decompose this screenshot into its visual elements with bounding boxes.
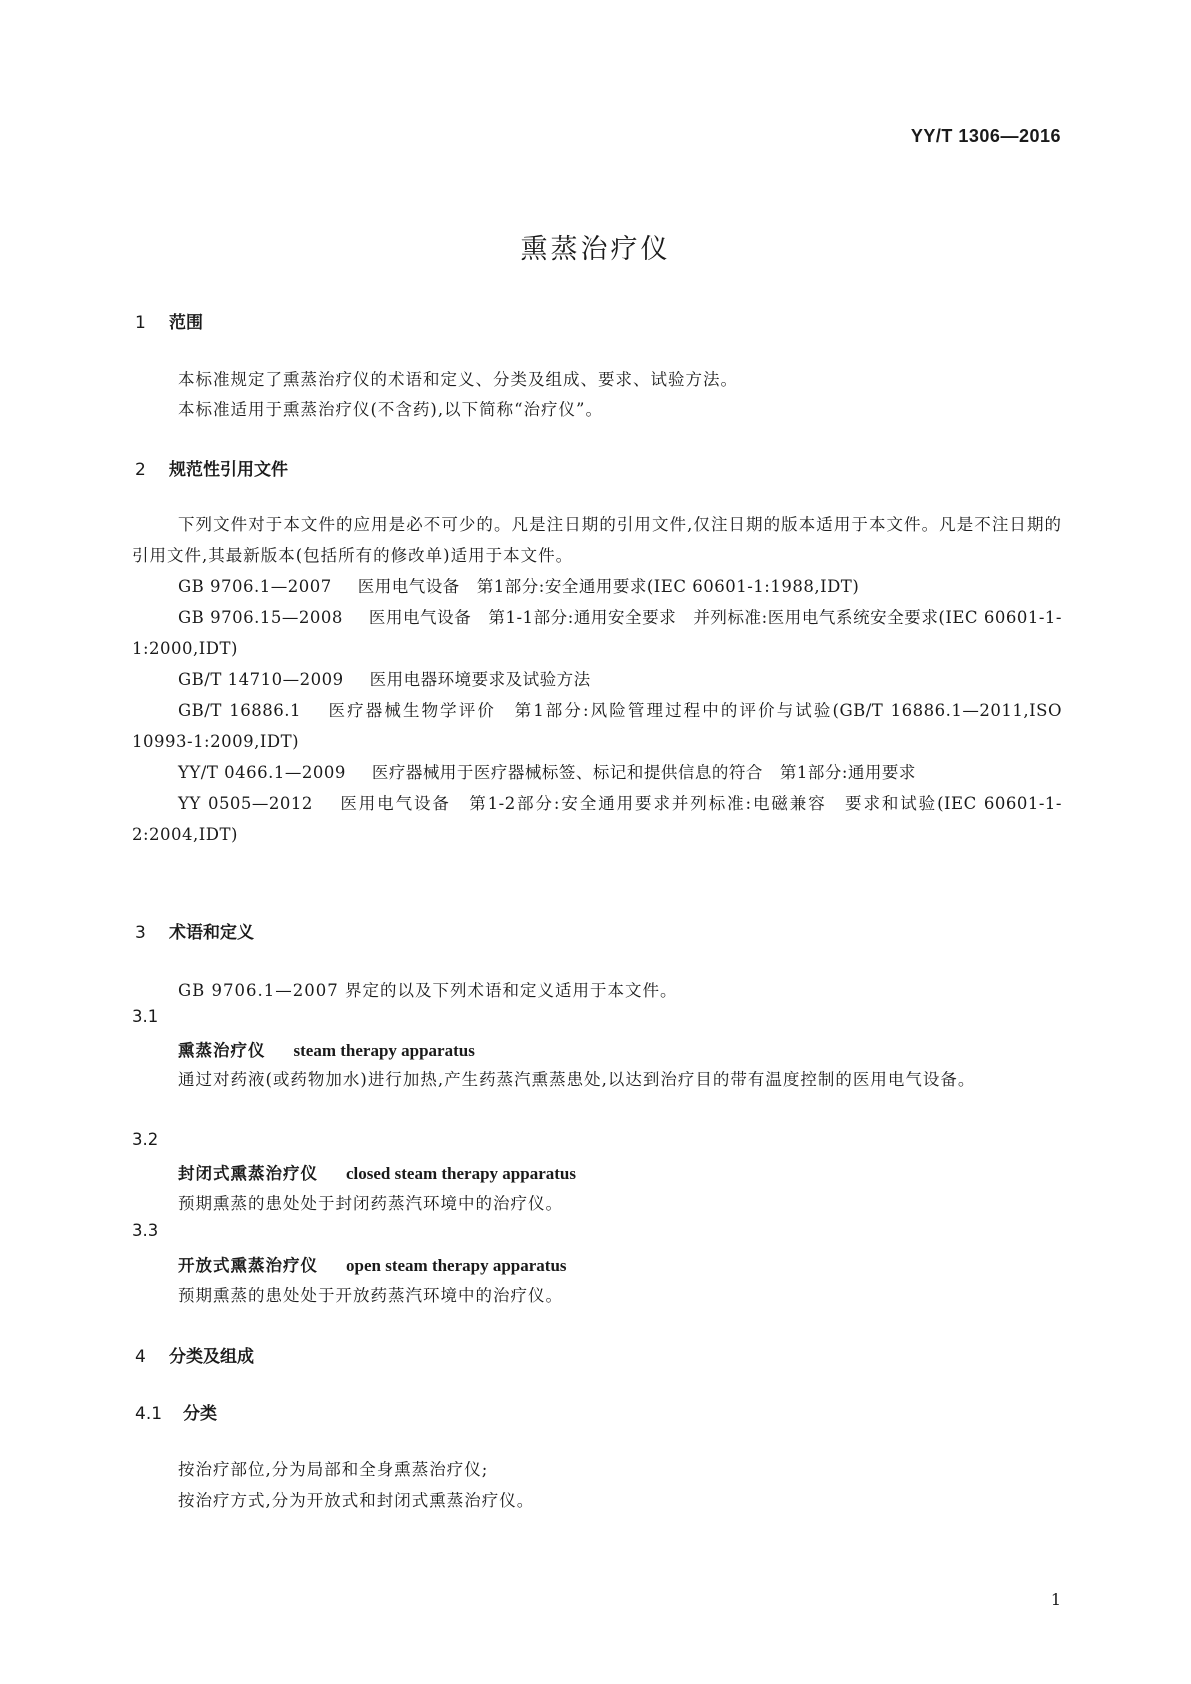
section-number: 3 — [135, 923, 146, 943]
term-en: open steam therapy apparatus — [346, 1256, 567, 1275]
term-zh: 熏蒸治疗仪 — [178, 1041, 266, 1060]
paragraph: 下列文件对于本文件的应用是必不可少的。凡是注日期的引用文件,仅注日期的版本适用于本文件。凡是不注日期的引用文件,其最新版本(包括所有的修改单)适用于本文件。 — [132, 515, 1062, 565]
subsection-number: 4.1 — [135, 1404, 163, 1424]
reference-text: 医疗器械用于医疗器械标签、标记和提供信息的符合 第1部分:通用要求 — [371, 763, 916, 782]
term-heading — [178, 1252, 567, 1276]
section-4-heading — [135, 1342, 254, 1367]
reference-item — [132, 664, 1062, 695]
reference-text: 医用电气设备 第1-1部分:通用安全要求 并列标准:医用电气系统安全要求(IEC 60601-1-1:2000,IDT) — [132, 608, 1062, 658]
paragraph: 按治疗方式,分为开放式和封闭式熏蒸治疗仪。 — [178, 1491, 535, 1510]
reference-text: 医用电器环境要求及试验方法 — [369, 670, 591, 689]
reference-item — [132, 571, 1062, 602]
reference-code: GB 9706.15—2008 — [178, 608, 343, 627]
term-heading — [178, 1160, 576, 1184]
paragraph: 本标准适用于熏蒸治疗仪(不含药),以下简称“治疗仪”。 — [178, 400, 603, 419]
term-en: steam therapy apparatus — [293, 1041, 475, 1060]
reference-code: GB/T 16886.1 — [178, 701, 301, 720]
page-number: 1 — [1050, 1590, 1061, 1609]
reference-text: 医用电气设备 第1-2部分:安全通用要求并列标准:电磁兼容 要求和试验(IEC 60601-1-2:2004,IDT) — [132, 794, 1063, 844]
section-3-heading — [135, 918, 254, 943]
term-number: 3.1 — [132, 1007, 159, 1026]
section-number: 4 — [135, 1347, 146, 1367]
reference-item — [132, 788, 1062, 850]
subsection-4-1-heading — [135, 1399, 217, 1424]
term-definition: 预期熏蒸的患处处于封闭药蒸汽环境中的治疗仪。 — [178, 1194, 563, 1213]
reference-text: 医用电气设备 第1部分:安全通用要求(IEC 60601-1:1988,IDT) — [357, 577, 860, 596]
reference-code: YY/T 0466.1—2009 — [178, 763, 346, 782]
section-number: 1 — [135, 313, 146, 333]
document-title: 熏蒸治疗仪 — [520, 234, 671, 265]
term-definition: 通过对药液(或药物加水)进行加热,产生药蒸汽熏蒸患处,以达到治疗目的带有温度控制的医用电气设备。 — [178, 1070, 976, 1089]
subsection-title: 分类 — [183, 1404, 217, 1424]
reference-text: 医疗器械生物学评价 第1部分:风险管理过程中的评价与试验(GB/T 16886.1—2011,ISO 10993-1:2009,IDT) — [132, 701, 1062, 751]
term-number: 3.3 — [132, 1221, 159, 1240]
term-zh: 开放式熏蒸治疗仪 — [178, 1256, 318, 1275]
section-1-heading — [135, 308, 203, 333]
reference-item — [132, 602, 1062, 664]
term-en: closed steam therapy apparatus — [346, 1164, 576, 1183]
term-heading — [178, 1037, 475, 1061]
term-number: 3.2 — [132, 1130, 159, 1149]
section-title: 分类及组成 — [169, 1347, 254, 1367]
reference-code: GB/T 14710—2009 — [178, 670, 344, 689]
section-number: 2 — [135, 460, 146, 480]
paragraph: 按治疗部位,分为局部和全身熏蒸治疗仪; — [178, 1460, 489, 1479]
section-2-heading — [135, 455, 288, 480]
section-title: 规范性引用文件 — [169, 460, 288, 480]
reference-item — [132, 757, 1062, 788]
paragraph: GB 9706.1—2007 界定的以及下列术语和定义适用于本文件。 — [178, 981, 678, 1000]
term-zh: 封闭式熏蒸治疗仪 — [178, 1164, 318, 1183]
section-title: 术语和定义 — [169, 923, 254, 943]
reference-code: YY 0505—2012 — [178, 794, 313, 813]
reference-code: GB 9706.1—2007 — [178, 577, 332, 596]
term-definition: 预期熏蒸的患处处于开放药蒸汽环境中的治疗仪。 — [178, 1286, 563, 1305]
paragraph: 本标准规定了熏蒸治疗仪的术语和定义、分类及组成、要求、试验方法。 — [178, 370, 738, 389]
reference-item — [132, 695, 1062, 757]
standard-number: YY/T 1306—2016 — [910, 126, 1061, 146]
section-title: 范围 — [169, 313, 203, 333]
